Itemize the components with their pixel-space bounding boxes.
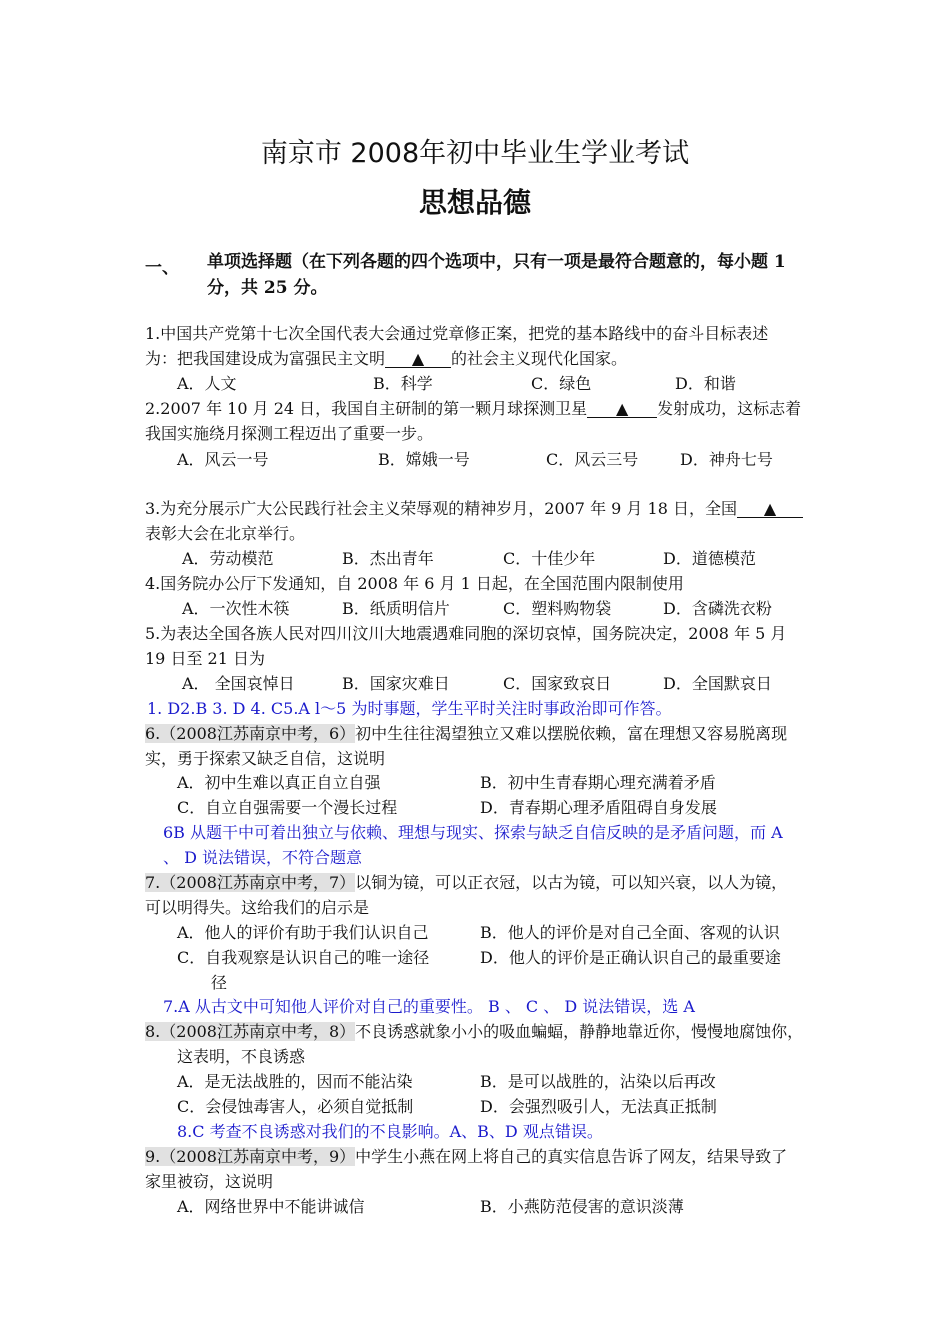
q8-stem-line1 <box>145 1022 803 1042</box>
q8-option-a: A．是无法战胜的，因而不能沾染 <box>177 1072 413 1091</box>
q5-option-d: D．全国默哀日 <box>663 674 772 693</box>
q3-stem-part1: 3.为充分展示广大公民践行社会主义荣辱观的精神岁月，2007 年 9 月 18 日，全国 <box>145 499 737 518</box>
q2-option-a: A．风云一号 <box>177 450 269 469</box>
q8-option-b: B．是可以战胜的，沾染以后再改 <box>480 1072 716 1091</box>
q3-stem-line1 <box>145 499 803 519</box>
q6-source: 6.（2008江苏南京中考，6） <box>145 724 356 743</box>
q3-option-c: C．十佳少年 <box>503 549 596 568</box>
q9-stem-line1 <box>145 1147 787 1167</box>
subject-title: 思想品德 <box>418 186 531 219</box>
q7-stem-line1 <box>145 873 787 893</box>
q3-stem-line2: 表彰大会在北京举行。 <box>145 524 306 543</box>
q9-source: 9.（2008江苏南京中考，9） <box>145 1147 356 1166</box>
q3-option-a: A．劳动模范 <box>182 549 274 568</box>
q6-option-b: B．初中生青春期心理充满着矛盾 <box>480 773 716 792</box>
section-number: 一、 <box>145 258 179 278</box>
q8-source: 8.（2008江苏南京中考，8） <box>145 1022 356 1041</box>
q1-stem-line1: 1.中国共产党第十七次全国代表大会通过党章修正案，把党的基本路线中的奋斗目标表述 <box>145 324 769 343</box>
q1-option-c: C．绿色 <box>531 374 592 393</box>
q7-option-a: A．他人的评价有助于我们认识自己 <box>177 923 429 942</box>
section-instructions: 单项选择题（在下列各题的四个选项中，只有一项是最符合题意的，每小题 1 分，共 25 分。 <box>207 252 786 298</box>
q1-stem-part2: 的社会主义现代化国家。 <box>451 349 628 368</box>
q9-option-b: B．小燕防范侵害的意识淡薄 <box>480 1197 684 1216</box>
q2-option-b: B．嫦娥一号 <box>378 450 470 469</box>
q6-option-d: D．青春期心理矛盾阻碍自身发展 <box>480 798 717 817</box>
q8-option-c: C．会侵蚀毒害人，必须自觉抵制 <box>177 1097 414 1116</box>
q7-option-c: C．自我观察是认识自己的唯一途径 <box>177 948 430 967</box>
q7-option-b: B．他人的评价是对自己全面、客观的认识 <box>480 923 780 942</box>
q2-stem-part2: 发射成功，这标志着 <box>657 399 802 418</box>
q5-option-b: B．国家灾难日 <box>342 674 450 693</box>
q1-option-d: D．和谐 <box>675 374 736 393</box>
q5-stem-line2: 19 日至 21 日为 <box>145 649 265 668</box>
answer-1-5: 1. D2.B 3. D 4. C5.A l～5 为时事题，学生平时关注时事政治即可作答。 <box>147 699 672 718</box>
q1-blank: ▲ <box>385 351 451 368</box>
q7-stem-line2: 可以明得失。这给我们的启示是 <box>145 898 370 917</box>
q1-option-b: B．科学 <box>373 374 433 393</box>
q9-stem-part1: 中学生小燕在网上将自己的真实信息告诉了网友，结果导致了 <box>355 1147 788 1166</box>
q4-option-a: A．一次性木筷 <box>182 599 290 618</box>
q7-source: 7.（2008江苏南京中考，7） <box>145 873 356 892</box>
q7-option-d-wrap: 径 <box>211 973 228 992</box>
q6-stem-line2: 实，勇于探索又缺乏自信，这说明 <box>145 749 386 768</box>
q1-option-a: A．人文 <box>177 374 237 393</box>
q3-option-b: B．杰出青年 <box>342 549 434 568</box>
q5-option-a: A． 全国哀悼日 <box>182 674 295 693</box>
q6-answer-line1: 6B 从题干中可着出独立与依赖、理想与现实、探索与缺乏自信反映的是矛盾问题，而 A <box>163 823 783 842</box>
q4-option-d: D．含磷洗衣粉 <box>663 599 772 618</box>
q6-option-c: C．自立自强需要一个漫长过程 <box>177 798 398 817</box>
q1-stem-part1: 为：把我国建设成为富强民主文明 <box>145 349 386 368</box>
q3-blank: ▲ <box>737 501 803 518</box>
q4-option-c: C．塑料购物袋 <box>503 599 612 618</box>
q4-stem-line1: 4.国务院办公厅下发通知，自 2008 年 6 月 1 日起，在全国范围内限制使用 <box>145 574 684 593</box>
q6-stem-part1: 初中生往往渴望独立又难以摆脱依赖，富在理想又容易脱离现 <box>355 724 788 743</box>
q5-stem-line1: 5.为表达全国各族人民对四川汶川大地震遇难同胞的深切哀悼，国务院决定，2008 年 5 月 <box>145 624 787 643</box>
q8-stem-line2: 这表明，不良诱惑 <box>177 1047 306 1066</box>
q2-option-d: D．神舟七号 <box>680 450 773 469</box>
q8-answer: 8.C 考查不良诱惑对我们的不良影响。A、B、D 观点错误。 <box>177 1122 603 1141</box>
q6-option-a: A．初中生难以真正自立自强 <box>177 773 381 792</box>
q7-answer: 7.A 从古文中可知他人评价对自己的重要性。 B 、 C 、 D 说法错误，选 A <box>163 997 695 1016</box>
q5-option-c: C．国家致哀日 <box>503 674 612 693</box>
q7-option-d: D．他人的评价是正确认识自己的最重要途 <box>480 948 781 967</box>
q6-answer-line2: 、 D 说法错误，不符合题意 <box>163 848 363 867</box>
q1-stem-line2 <box>145 349 627 369</box>
q2-stem-part1: 2.2007 年 10 月 24 日，我国自主研制的第一颗月球探测卫星 <box>145 399 588 418</box>
q6-stem-line1 <box>145 724 787 744</box>
q8-option-d: D．会强烈吸引人，无法真正抵制 <box>480 1097 717 1116</box>
q9-stem-line2: 家里被窃，这说明 <box>145 1172 274 1191</box>
exam-title: 南京市 2008年初中毕业生学业考试 <box>260 138 690 169</box>
q8-stem-part1: 不良诱惑就象小小的吸血蝙蝠，静静地靠近你，慢慢地腐蚀你， <box>355 1022 804 1041</box>
q2-blank: ▲ <box>587 401 657 418</box>
q3-option-d: D．道德模范 <box>663 549 756 568</box>
q2-stem-line1 <box>145 399 801 419</box>
q2-stem-line2: 我国实施绕月探测工程迈出了重要一步。 <box>145 424 434 443</box>
q9-option-a: A．网络世界中不能讲诚信 <box>177 1197 365 1216</box>
q7-stem-part1: 以铜为镜，可以正衣冠，以古为镜，可以知兴衰，以人为镜， <box>355 873 788 892</box>
q2-option-c: C．风云三号 <box>546 450 639 469</box>
q4-option-b: B．纸质明信片 <box>342 599 450 618</box>
